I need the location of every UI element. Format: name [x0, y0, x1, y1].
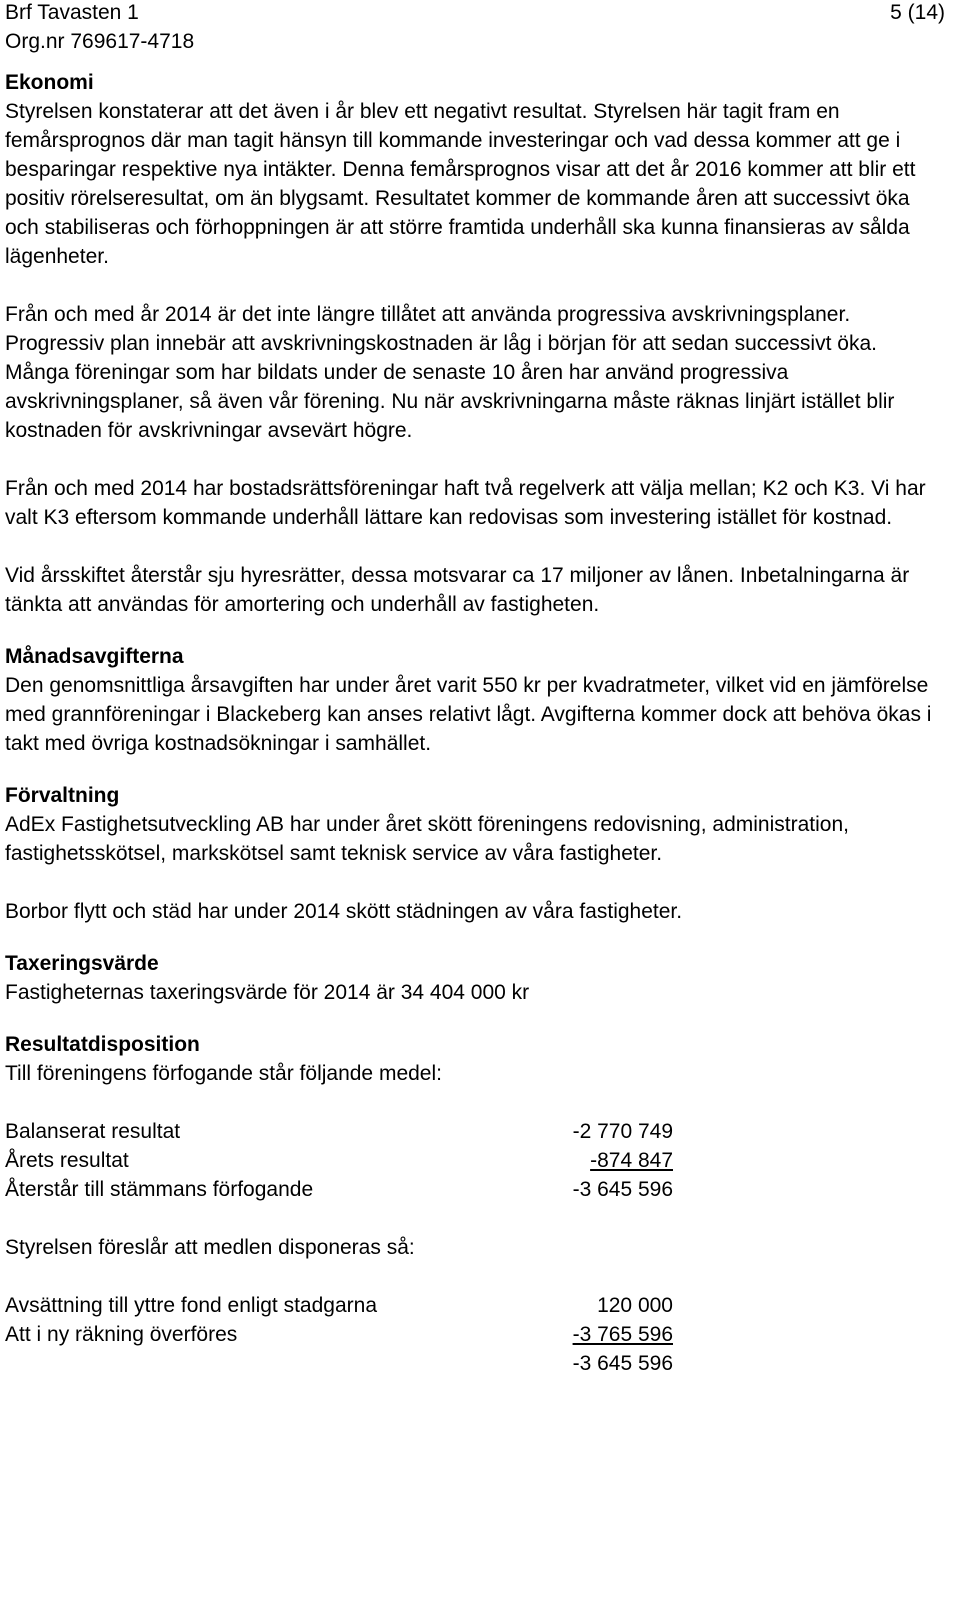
ekonomi-paragraph-1: Styrelsen konstaterar att det även i år blev ett negativt resultat. Styrelsen här tagit fram en femårsprognos där man tagit hänsyn till kommande investeringar och vad dessa kommer att ge i besparingar respektive nya intäkter. Denna femårsprognos visar att det år 2016 kommer att blir ett positiv rörelseresultat, om än blygsamt. Resultatet kommer de kommande åren att successivt öka och stabiliseras och förhoppningen är att större framtida underhåll ska kunna finansieras av sålda lägenheter. [5, 100, 916, 268]
manadsavgifterna-paragraph: Den genomsnittliga årsavgiften har under året varit 550 kr per kvadratmeter, vilket vid en jämförelse med grannföreningar i Blackeberg kan anses relativt lågt. Avgifterna kommer dock att behöva ökas i takt med övriga kostnadsökningar i samhället. [5, 674, 932, 755]
ekonomi-paragraph-4: Vid årsskiftet återstår sju hyresrätter, dessa motsvarar ca 17 miljoner av lånen. Inbetalningarna är tänkta att användas för amortering och underhåll av fastigheten. [5, 564, 910, 616]
heading-resultatdisposition: Resultatdisposition [5, 1033, 200, 1056]
row-amount: 120 000 [597, 1294, 673, 1317]
heading-manadsavgifterna: Månadsavgifterna [5, 645, 184, 668]
page-number: 5 (14) [890, 1, 945, 24]
table-row [5, 1117, 940, 1146]
ekonomi-paragraph-2: Från och med år 2014 är det inte längre tillåtet att använda progressiva avskrivningsplaner. Progressiv plan innebär att avskrivningskostnaden är låg i början för att sedan successivt öka. Många föreningar som har bildats under de senaste 10 åren har använd progressiva avskrivningsplaner, så även vår förening. Nu när avskrivningarna måste räknas linjärt istället blir kostnaden för avskrivningar avsevärt högre. [5, 303, 895, 442]
forvaltning-paragraph-1: AdEx Fastighetsutveckling AB har under året skött föreningens redovisning, administration, fastighetsskötsel, markskötsel samt teknisk service av våra fastigheter. [5, 813, 849, 865]
row-amount: -3 645 596 [572, 1178, 673, 1201]
row-amount: -3 765 596 [572, 1323, 673, 1346]
header-title: Brf Tavasten 1 [5, 1, 139, 24]
table-row [5, 1320, 940, 1349]
table-row [5, 1291, 940, 1320]
heading-ekonomi: Ekonomi [5, 71, 94, 94]
taxeringsvarde-paragraph: Fastigheternas taxeringsvärde för 2014 är 34 404 000 kr [5, 981, 530, 1004]
row-amount: -874 847 [590, 1149, 673, 1172]
row-label: Balanserat resultat [5, 1120, 181, 1143]
row-label: Att i ny räkning överföres [5, 1323, 238, 1346]
heading-forvaltning: Förvaltning [5, 784, 120, 807]
table-row [5, 1146, 940, 1175]
row-label: Avsättning till yttre fond enligt stadgarna [5, 1294, 378, 1317]
row-label: Återstår till stämmans förfogande [5, 1178, 314, 1201]
header-org-number: Org.nr 769617-4718 [5, 30, 195, 53]
row-amount: -2 770 749 [572, 1120, 673, 1143]
forvaltning-paragraph-2: Borbor flytt och städ har under 2014 skött städningen av våra fastigheter. [5, 900, 683, 923]
ekonomi-paragraph-3: Från och med 2014 har bostadsrättsföreningar haft två regelverk att välja mellan; K2 och K3. Vi har valt K3 eftersom kommande underhåll lättare kan redovisas som investering istället för kostnad. [5, 477, 926, 529]
row-label: Årets resultat [5, 1149, 129, 1172]
table-row [5, 1349, 940, 1378]
document-body [5, 68, 940, 1378]
row-amount: -3 645 596 [572, 1352, 673, 1375]
resultatdisposition-proposal: Styrelsen föreslår att medlen disponeras så: [5, 1236, 415, 1259]
table-row [5, 1175, 940, 1204]
resultatdisposition-intro: Till föreningens förfogande står följande medel: [5, 1062, 442, 1085]
row-label [5, 1349, 545, 1378]
heading-taxeringsvarde: Taxeringsvärde [5, 952, 159, 975]
